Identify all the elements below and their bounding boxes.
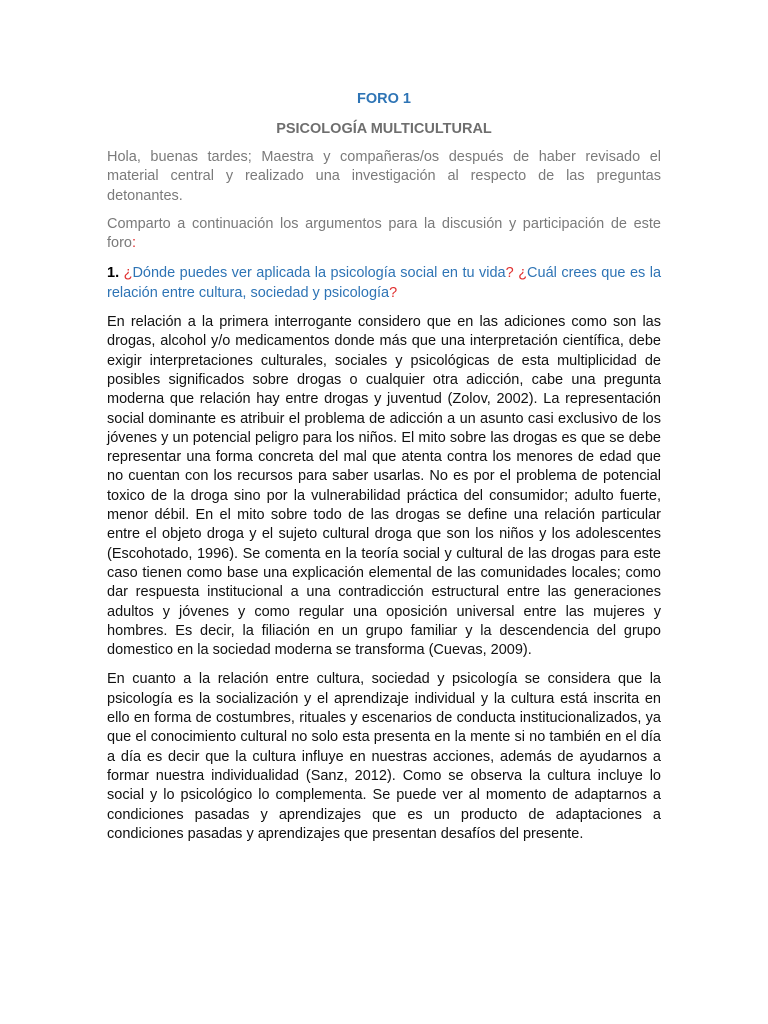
question-open-mark-1: ¿ <box>123 265 133 282</box>
intro-paragraph-2 <box>107 215 661 254</box>
body-paragraph-2: En cuanto a la relación entre cultura, sociedad y psicología se considera que la psicología es la socialización y el aprendizaje individual y la cultura está inscrita en ello en forma de costumbres, rituales y escenarios de conducta institucionalizados, ya que el conocimiento cultural no solo esta presenta en la mente si no también en el día a día es decir que la cultura influye en nuestras acciones, además de ayudarnos a formar nuestra individualidad (Sanz, 2012). Como se observa la cultura incluye lo social y lo psicológico lo complementa. Se puede ver al momento de adaptarnos a condiciones pasadas y aprendizajes que es un producto de adaptaciones a condiciones pasadas y aprendizajes que presentan desafíos del presente. <box>107 671 661 842</box>
doc-subtitle: PSICOLOGÍA MULTICULTURAL <box>276 121 492 137</box>
intro-paragraph-2-text: Comparto a continuación los argumentos para la discusión y participación de este foro <box>107 215 661 252</box>
document-page <box>107 90 661 844</box>
intro-colon: : <box>132 235 137 252</box>
question-1-text: Dónde puedes ver aplicada la psicología social en tu vida <box>132 265 506 282</box>
question-open-mark-2: ¿ <box>518 265 528 282</box>
question-close-mark-1: ? <box>505 265 514 282</box>
question-1 <box>107 264 661 303</box>
doc-title: FORO 1 <box>357 91 411 107</box>
intro-paragraph-1: Hola, buenas tardes; Maestra y compañeras/os después de haber revisado el material central y realizado una investigación al respecto de las preguntas detonantes. <box>107 149 661 204</box>
body-paragraph-1: En relación a la primera interrogante considero que en las adiciones como son las drogas, alcohol y/o medicamentos donde más que una interpretación científica, debe exigir interpretaciones culturales, sociales y psicológicas de esta multiplicidad de posibles significados sobre drogas o cualquier otra adicción, cabe una pregunta moderna que relación hay entre drogas y juventud (Zolov, 2002). La representación social dominante es atribuir el problema de adicción a un asunto casi exclusivo de los jóvenes y un potencial peligro para los niños. El mito sobre las drogas es que se debe representar una forma concreta del mal que atenta contra los menores de edad que no cuentan con los recursos para saber usarlas. No es por el problema de potencial toxico de la droga sino por la vulnerabilidad práctica del consumidor; adulto fuerte, menor débil. En el mito sobre todo de las drogas se define una relación particular entre el objeto droga y el sujeto cultural droga que son los niños y los adolescentes (Escohotado, 1996). Se comenta en la teoría social y cultural de las drogas para este caso tienen como base una explicación elemental de las comunidades locales; como dar respuesta institucional a una contradicción estructural entre las generaciones adultos y jóvenes y como regular una oposición universal entre las mujeres y hombres. Es decir, la filiación en un grupo familiar y la descendencia del grupo domestico en la sociedad moderna se transforma (Cuevas, 2009). <box>107 314 661 659</box>
question-number: 1. <box>107 265 120 282</box>
question-close-mark-2: ? <box>389 284 398 301</box>
question-2-text: Cuál crees que es la relación entre cultura, sociedad y psicología <box>107 265 662 301</box>
